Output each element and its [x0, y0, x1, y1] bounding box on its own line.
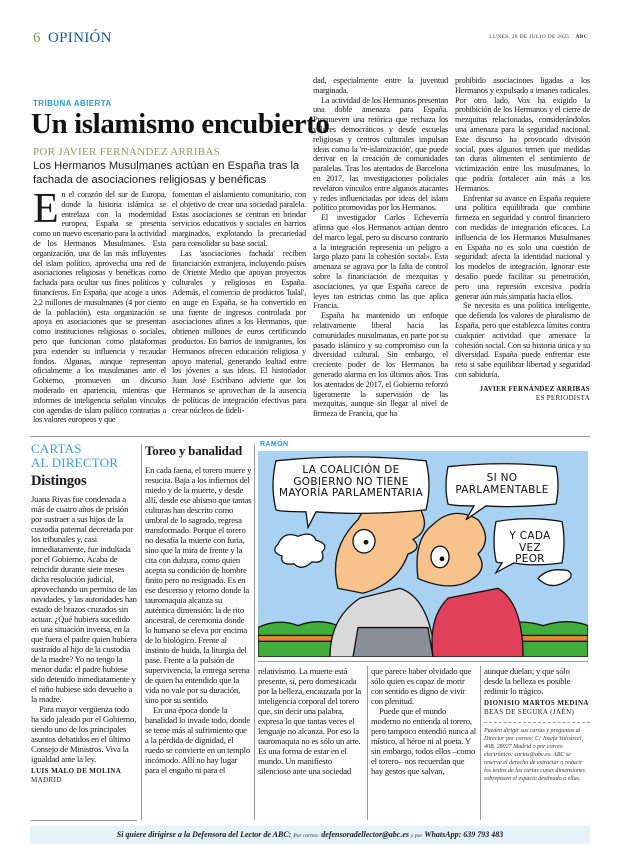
speech-bubble-2: SI NO PARLAMENTABLE — [455, 472, 549, 496]
paragraph: Enfrentar su avance en España requiere una política equilibrada que combine firmeza en seguridad y control financiero con medidas de integración eficaces. La influencia de los Hermanos Musulmanes en España no es solo una cuestión de seguridad: afecta la identidad nacional y los modelos de integración. Ignorar este desafío puede facilitar su penetración, pero una represión excesiva podría generar aún más simpatía hacia ellos. — [455, 193, 590, 301]
letters-note: Pueden dirigir sus cartas y preguntas al Director por correo: C/ Josefa Valcárcel, 40B, 28027 Madrid o por correo electrónico: cartas@abc.es. ABC se reserva el derecho de extractar o reducir los textos de las cartas cuyas dimensiones sobrepasen el espacio destinado a ellas. — [484, 728, 585, 782]
footer-lead: Si quiere dirigirse a la Defensora del Lector de ABC: — [116, 830, 292, 839]
kicker: TRIBUNA ABIERTA — [33, 99, 112, 108]
letter-distingos — [31, 473, 138, 818]
paragraph: España ha mantenido un enfoque relativamente liberal hacia las comunidades musulmanas, en parte por su pasado islámico y su compromiso con la diversidad cultural. Sin embargo, el creciente poder de los Hermanos ha generado alarma en los últimos años. Tras los atentados de 2017, el Gobierno reforzó ligeramente la supervisión de las mezquitas, aunque sin llegar al nivel de firmeza de Francia, que ha — [313, 311, 448, 419]
letters-note-box — [484, 722, 590, 783]
paragraph: Se necesita es una política inteligente, que defienda los valores de pluralismo de España, pero que establezca límites contra cualquier actividad que amenace la cohesión social. Con su historia única y su diversidad. España puede enfrentar este reto si sabe equilibrar libertad y seguridad con sabiduría. — [455, 301, 590, 379]
column-rule — [141, 444, 142, 820]
dropcap: E — [33, 186, 59, 232]
letter-title: Distingos — [31, 473, 87, 489]
byline-prefix: POR JAVIER — [33, 146, 97, 158]
head-right — [417, 513, 486, 586]
article-column-1 — [33, 186, 166, 432]
dateline — [489, 34, 588, 40]
paragraph: n el corazón del sur de Europa, donde la historia islámica se entrelaza con la modernidad europea, España se presenta como un nuevo escenario para la actividad de los Hermanos Musulmanes. Esta organización, una de las más influyentes del islam político, aprovecha una red de asociaciones religiosas y benéficas como fachada para ocultar sus fines políticos y financieros. En España, que acoge a unos 2,2 millones de musulmanes (4 por ciento de la población), esta organización se apoya en asociaciones que se presentan como instituciones religiosas o sociales, pero que funcionan como plataformas para extender su influencia y recaudar fondos. Algunas, aunque representan oficialmente a los musulmanes ante el Gobierno, promueven un discurso moderado en apariencia, mientras que informes de inteligencia señalan vínculos con agendas de islam político contrarias a los valores europeos y que — [33, 190, 166, 425]
paragraph: Juana Rivas fue condenada a más de cuatro años de prisión por sustraer a sus hijos de la custodia paternal decretada por los tribunales y, casi inmediatamente, fue indultada por el Gobierno. Acaba de reincidir durante siete meses dicha resolución judicial, aprovechando un permiso de las navidades, y las autoridades han estado de brazos cruzados sin actuar. ¿Qué hubiera sucedido en una situación inversa, en la que fuera el padre quien hubiera sustraído al hijo de la custodia de la madre? Yo no tengo la menor duda: el padre hubiese sido detenido inmediatamente y el niño hubiese sido devuelto a la madre. — [31, 494, 137, 704]
letter-location: BEAS DE SEGURA (JAÉN) — [484, 708, 575, 716]
byline — [33, 146, 220, 158]
speech-bubble-1: LA COALICIÓN DE GOBIERNO NO TIENE MAYORÍA PARLAMENTARIA — [278, 464, 424, 499]
letter-location: MADRID — [31, 776, 62, 784]
author-role: ES PERIODISTA — [535, 393, 590, 402]
paragraph: En cada faena, el torero muere y resucita. Baja a los infiernos del miedo y de la muerte, y desde allí, desde ese abismo que tantas culturas han descrito como umbral de lo sagrado, regresa transformado. Porque el torero no desafía la muerte con furia, sino que la mira de frente y la cita con dulzura, como quien acepta su condición de hombre finito pero no resignado. Es en ese descenso y retorno donde la tauromaquia alcanza su auténtica dimensión: la de rito ancestral, de ceremonia donde lo humano se eleva por encima de lo biológico. Frente al instinto de huida, la liturgia del pase. Frente a la pulsión de supervivencia, la entrega serena de quien ha entendido que la vida no vale por su duración, sino por su sentido. — [145, 465, 252, 705]
article-column-3 — [313, 76, 448, 432]
cloud-right — [538, 570, 571, 586]
footer-and-by: y por — [411, 833, 423, 839]
paragraph: fomentan el aislamiento comunitario, con el objetivo de crear una sociedad paralela. Estas asociaciones se centran en brindar servicios educativos y sociales en barrios marginados, explotando la precariedad para consolidar su base social. — [172, 190, 306, 248]
headline: Un islamismo encubierto — [31, 108, 330, 140]
cartoon — [258, 451, 588, 657]
cloud-left — [275, 534, 325, 567]
letters-title-line-1: CARTAS — [31, 441, 82, 456]
paragraph: que parece haber olvidado que sólo quien es capaz de morir con sentido es digno de vivir con plenitud. — [371, 666, 472, 706]
article-column-4 — [455, 76, 590, 432]
speech-bubble-3: Y CADA VEZ PEOR — [509, 530, 551, 565]
letter-toreo-col-1 — [145, 442, 252, 820]
date: LUNES, 28 DE JULIO DE 2025 — [489, 34, 570, 40]
article-column-2 — [172, 190, 306, 432]
letter-toreo-col-3 — [371, 666, 477, 818]
footer-by-mail: Por correo: — [293, 833, 320, 839]
author-signature: JAVIER FERNÁNDEZ ARRIBAS — [479, 384, 590, 393]
letters-title-line-2: AL DIRECTOR — [31, 455, 119, 470]
paragraph: La actividad de los Hermanos presentan una doble amenaza para España. Promueven una retórica que rechaza los valores democráticos y desde escuelas religiosas y centros culturales impulsan ideas como la 're-islamización', que puede derivar en la creación de comunidades paralelas. Tras los atentados de Barcelona en 2017, las investigaciones policiales revelaron vínculos entre algunos atacantes y redes influenciadas por ideas del islam político promovidas por los Hermanos. — [313, 95, 448, 213]
footer-whatsapp[interactable]: WhatsApp: 639 793 483 — [424, 830, 504, 839]
page-number: 6 — [33, 30, 41, 46]
paragraph: Puede que el mundo moderno no entienda al torero, pero tampoco entendió nunca al místico, al héroe ni al poeta. Y sin embargo, todos ellos –como el torero– nos recuerdan que hay gestos que salvan, — [371, 706, 476, 776]
letters-section-title — [31, 442, 118, 470]
gray-trousers — [353, 628, 433, 657]
divider — [31, 820, 137, 821]
divider — [258, 661, 588, 662]
letter-toreo-col-4 — [484, 666, 590, 818]
column-rule — [480, 666, 481, 820]
letter-title: Toreo y banalidad — [145, 443, 243, 458]
column-rule — [367, 666, 368, 820]
letter-toreo-col-2 — [258, 666, 364, 818]
deck: Los Hermanos Musulmanes actúan en España tras la fachada de asociaciones religiosas y benéficas — [33, 160, 300, 186]
paragraph: prohibido asociaciones ligadas a los Hermanos y expulsado a imanes radicales. Por otro lado, Vox ha exigido la prohibición de los Hermanos y el cierre de mezquitas relacionadas, considerándolos una amenaza para la seguridad nacional. Este discurso ha provocado división social, pues algunos temen que medidas tan duras alimenten el sentimiento de victimización entre los musulmanes, lo que podría fortalecer aún más a los Hermanos. — [455, 76, 590, 193]
paragraph: En una época donde la banalidad lo invade todo, donde se teme más al sufrimiento que a la pérdida de dignidad, el ruedo se convierte en un templo incómodo. Allí no hay lugar para el engaño ni para el — [145, 705, 251, 775]
paragraph: aunque duelan; y que sólo desde la belleza es posible redimir lo trágico. — [484, 666, 571, 696]
brand: ABC — [575, 34, 588, 40]
section-divider — [30, 436, 590, 437]
paragraph: El investigador Carlos Echeverría afirma que «los Hermanos actúan dentro del marco legal, pero su discurso contrario a la integración representa un peligro a largo plazo para la cohesión social». Esta amenaza se agrava por la falta de control sobre la financiación de mezquitas y asociaciones, ya que España carece de leyes tan estrictas como las que aplica Francia. — [313, 213, 448, 311]
red-shirt — [432, 588, 523, 657]
column-rule — [254, 444, 255, 820]
section-title: OPINIÓN — [48, 30, 112, 46]
paragraph: Las 'asociaciones fachada' reciben financiación extranjera, incluyendo países de Oriente Medio que apoyan proyectos culturales y religiosos en España. Además, el comercio de productos 'halal', en auge en España, se ha convertido en una fuente de ingresos controlada por asociaciones afines a los Hermanos, que obtienen millones de euros certificando productos. En barrios de inmigrantes, los Hermanos ofrecen educación religiosa y apoyo material, generando lealtad entre los jóvenes a sus ideas. El historiador Juan José Escribano advierte que los Hermanos se aprovechan de la ausencia de políticas de integración efectivas para crear núcleos de fideli- — [172, 248, 306, 415]
letter-author: DIONISIO MARTOS MEDINA — [484, 699, 589, 707]
footer-email[interactable]: defensoradellector@abc.es — [321, 830, 410, 839]
reader-defender-banner — [30, 826, 590, 844]
byline-name: FERNÁNDEZ ARRIBAS — [99, 146, 220, 158]
paragraph: Para mayor vergüenza todo ha sido jaleado por el Gobierno, siendo uno de los principales asuntos debatidos en el último Consejo de Ministros. Viva la igualdad ante la ley. — [31, 704, 137, 764]
paragraph: dad, especialmente entre la juventud marginada. — [313, 76, 448, 95]
paragraph: relativismo. La muerte está presente, sí, pero domesticada por la belleza, encauzada por la inteligencia corporal del torero que, sin decir una palabra, expresa lo que tantas veces el lenguaje no alcanza. Por eso la tauromaquia no es sólo un arte. Es una forma de estar en el mundo. Un manifiesto silencioso ante una sociedad — [258, 666, 362, 776]
cartoon-label: RAMÓN — [260, 441, 289, 448]
letter-author: LUIS MALO DE MOLINA — [31, 767, 122, 775]
